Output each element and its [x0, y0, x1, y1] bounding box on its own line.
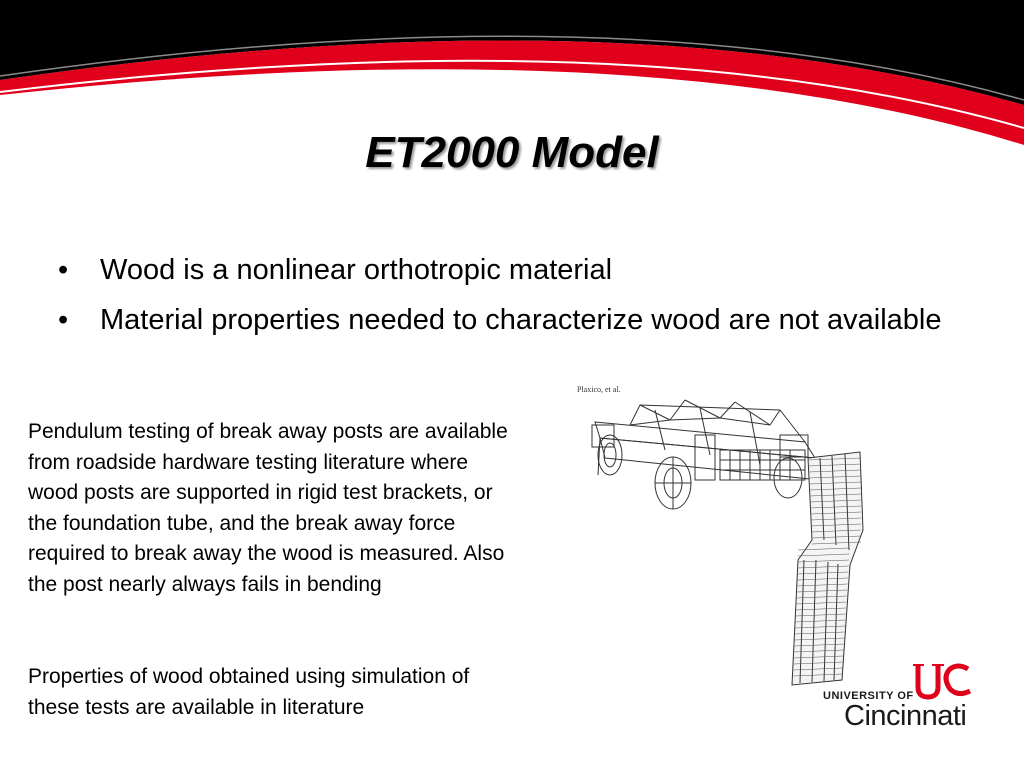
engine-block — [720, 450, 805, 480]
bullet-dot: • — [58, 254, 69, 286]
logo-university-of-text: UNIVERSITY OF — [823, 690, 914, 702]
logo-cincinnati-text: Cincinnati — [844, 700, 967, 732]
vehicle-frame — [592, 400, 820, 480]
bullet-item — [58, 250, 978, 290]
bullet-text: Material properties needed to characterize wood are not available — [100, 304, 942, 336]
figure-credit: Plaxico, et al. — [577, 385, 621, 394]
vehicle-wheels — [598, 435, 802, 509]
pendulum-testing-paragraph: Pendulum testing of break away posts are available from roadside hardware testing literature where wood posts are supported in rigid test brackets, or the foundation tube, and the break away force required to break away the wood is measured. Also the post nearly always fails in bending — [28, 420, 508, 596]
post-mesh — [792, 452, 863, 685]
slide-title: ET2000 Model — [365, 128, 659, 177]
bullet-item — [58, 300, 978, 340]
bullet-text: Wood is a nonlinear orthotropic material — [100, 254, 613, 286]
et2000-wireframe-figure — [570, 380, 900, 690]
bullet-list — [58, 250, 978, 350]
bullet-dot: • — [58, 304, 69, 336]
wood-properties-paragraph: Properties of wood obtained using simulation of these tests are available in literature — [28, 665, 470, 719]
